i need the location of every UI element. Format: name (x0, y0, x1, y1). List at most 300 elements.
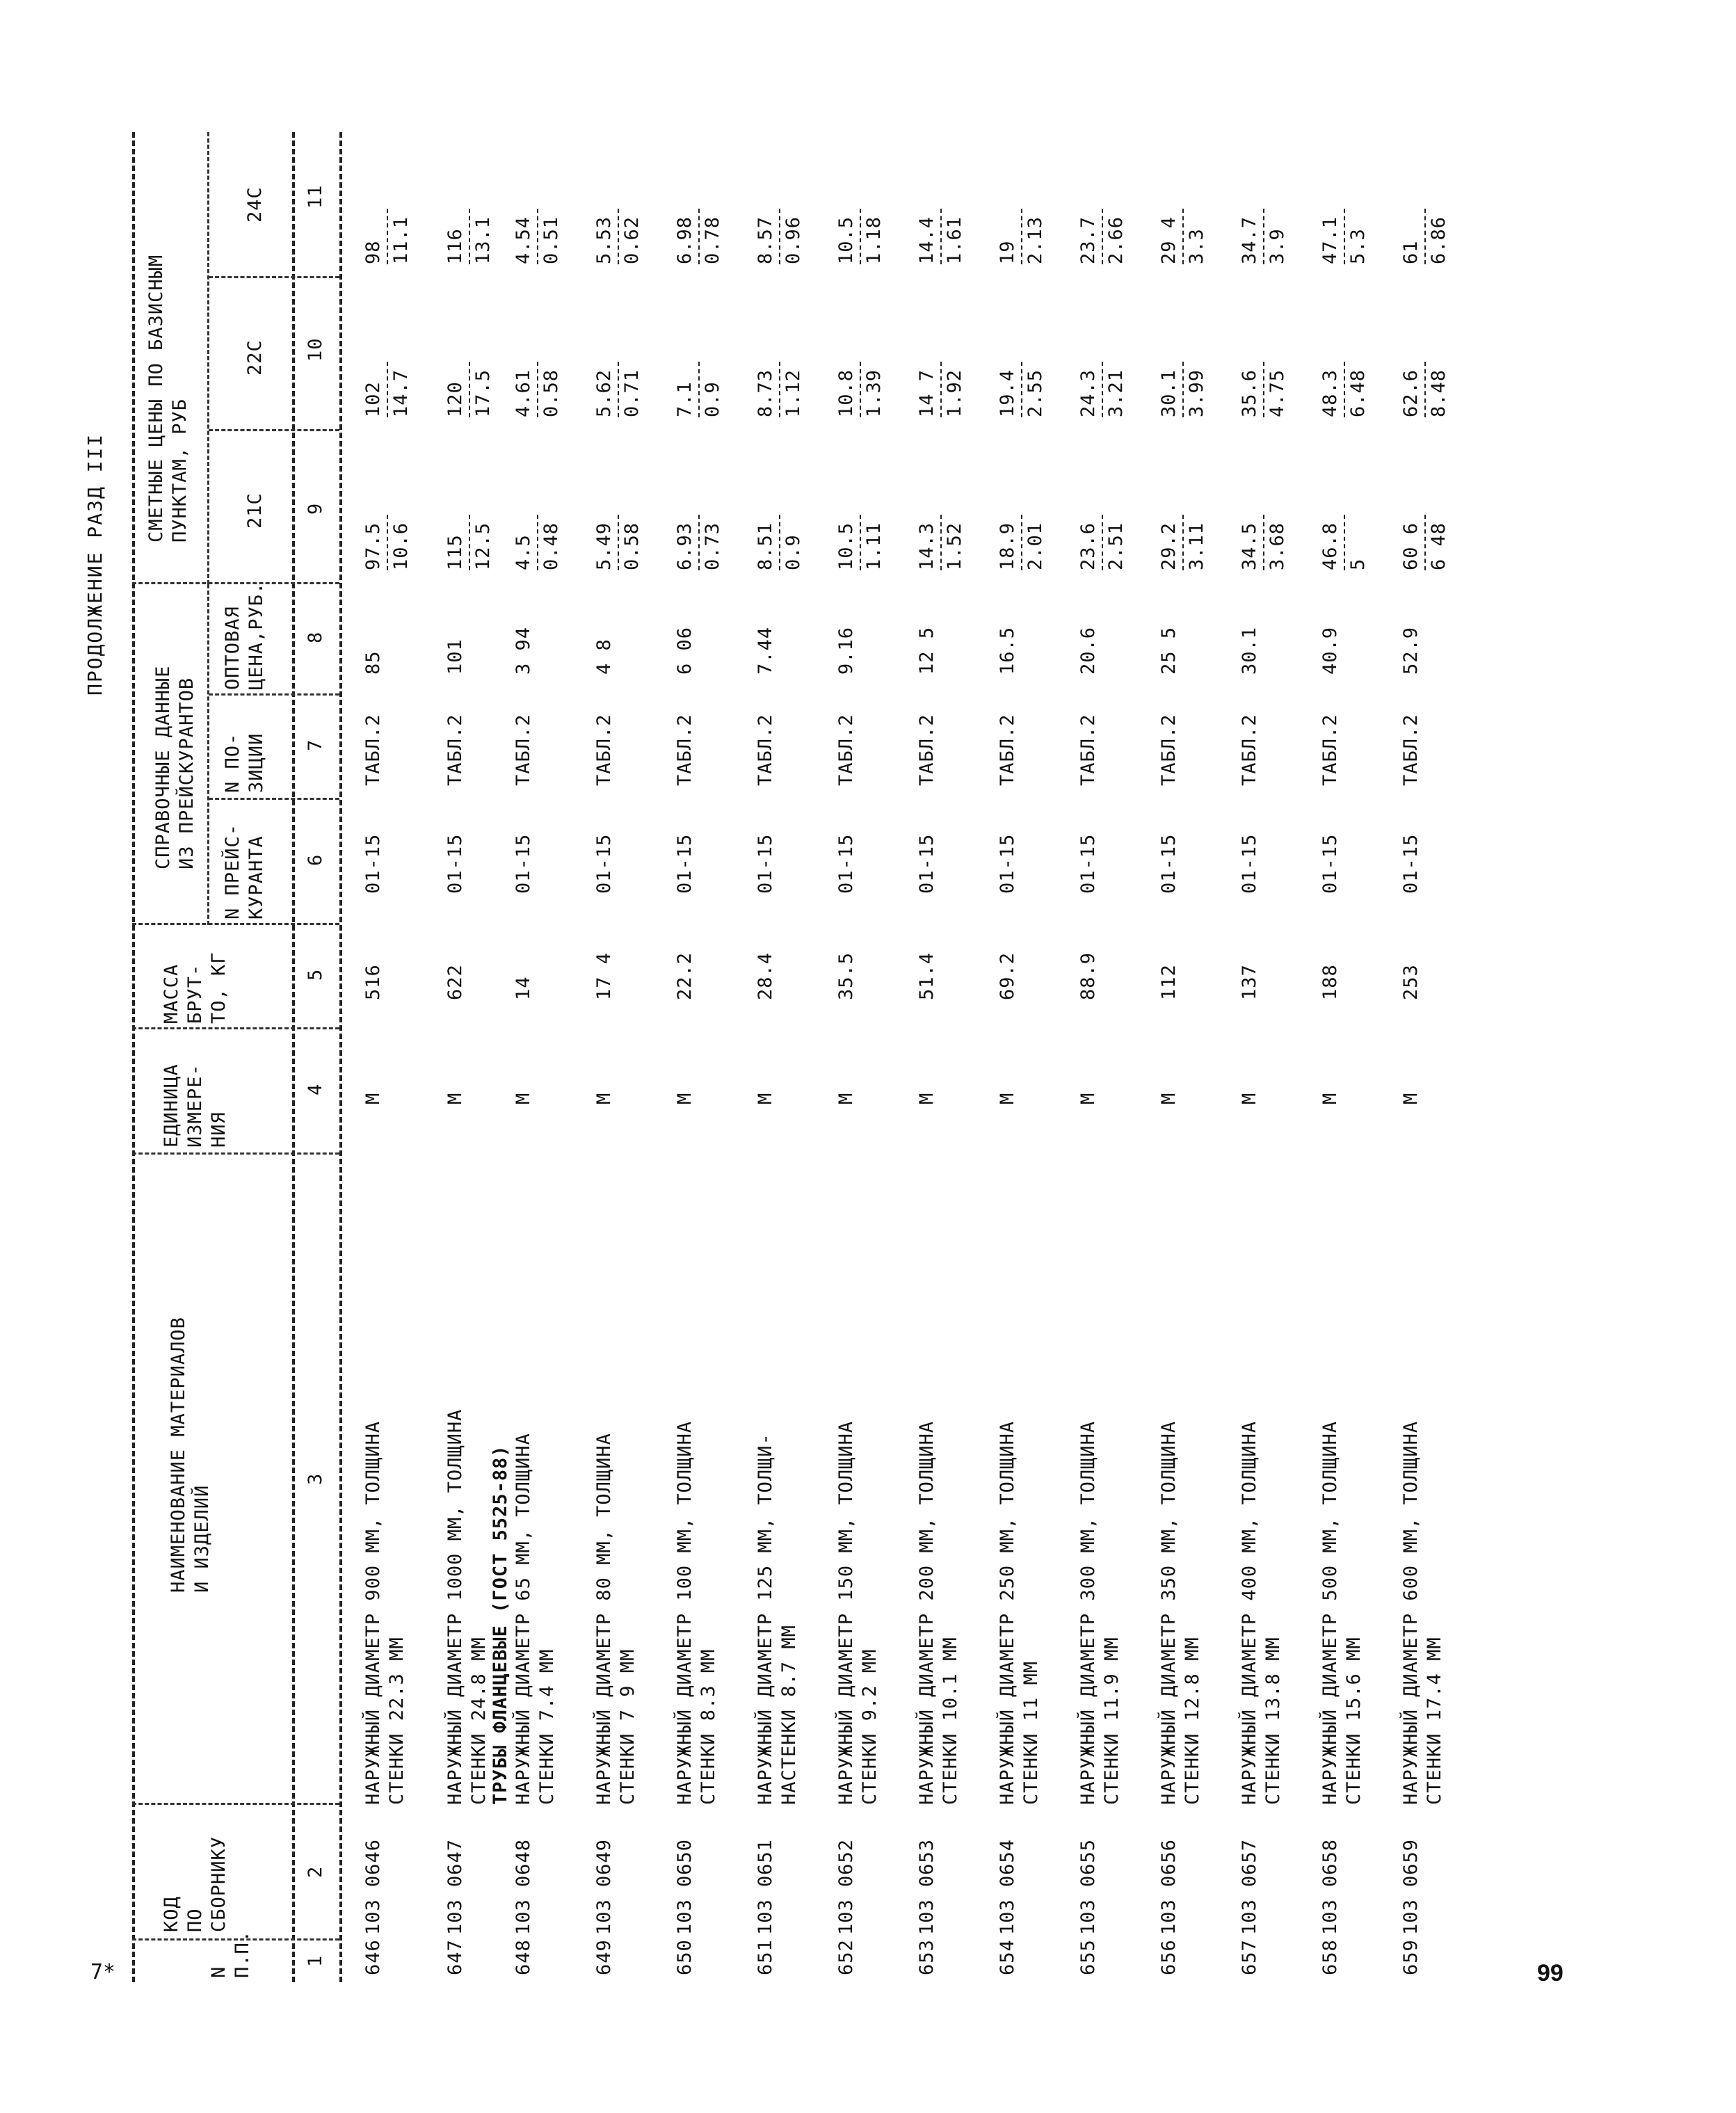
row-number: 658 (1319, 1939, 1341, 1975)
price-subvalue: 0.71 (621, 369, 643, 417)
table-row (593, 132, 676, 1982)
price-subvalue: 1.11 (863, 522, 885, 570)
row-wholesale-price: 101 (444, 638, 466, 675)
row-name-line2: СТЕНКИ 22.3 ММ (386, 1637, 408, 1805)
col6-header: N ПРЕЙС- КУРАНТА (222, 823, 267, 919)
table-row (1319, 132, 1402, 1982)
row-price-p24 (593, 198, 644, 264)
row-number: 650 (674, 1939, 696, 1975)
row-code: 103 0648 (513, 1838, 534, 1935)
price-value: 29.2 (1158, 522, 1180, 570)
row-wholesale-price: 85 (362, 650, 384, 675)
price-value: 7.1 (674, 381, 696, 417)
price-value: 19 (997, 240, 1018, 264)
col8-header: ОПТОВАЯ ЦЕНА,РУБ. (222, 581, 267, 690)
fraction-bar (537, 515, 538, 570)
row-name-line2: СТЕНКИ 11 ММ (1020, 1660, 1042, 1805)
row-unit: М (362, 1092, 384, 1104)
row-name-line2: СТЕНКИ 17.4 ММ (1424, 1637, 1445, 1805)
row-mass: 253 (1400, 964, 1422, 1000)
row-name-line1: НАРУЖНЫЙ ДИАМЕТР 350 ММ, ТОЛЩИНА (1158, 1420, 1180, 1805)
col-number: 4 (305, 1083, 326, 1095)
price-subvalue: 10.6 (390, 522, 412, 570)
row-name-line2: СТЕНКИ 7 9 ММ (617, 1648, 638, 1805)
col2-header: КОД ПО СБОРНИКУ (161, 1835, 230, 1932)
rotated-table (83, 132, 1544, 1982)
fraction-bar (1344, 362, 1345, 417)
price-subvalue: 0.58 (621, 522, 643, 570)
row-code: 103 0655 (1077, 1838, 1099, 1935)
row-mass: 14 (513, 976, 534, 1000)
row-number: 646 (362, 1939, 384, 1975)
fraction-bar (1344, 209, 1345, 264)
price-subvalue: 0.73 (702, 522, 723, 570)
col-number: 3 (305, 1472, 326, 1485)
row-name-line1: НАРУЖНЫЙ ДИАМЕТР 200 ММ, ТОЛЩИНА (916, 1420, 938, 1805)
row-number: 653 (916, 1939, 938, 1975)
fraction-bar (387, 515, 388, 570)
row-unit: М (1077, 1092, 1099, 1104)
price-value: 10.5 (835, 522, 857, 570)
row-price-p21 (512, 504, 563, 570)
row-code: 103 0658 (1319, 1838, 1341, 1935)
row-code: 103 0646 (362, 1838, 384, 1935)
row-name-line1: НАРУЖНЫЙ ДИАМЕТР 250 ММ, ТОЛЩИНА (997, 1420, 1018, 1805)
row-price-p22 (512, 351, 563, 417)
fraction-bar (618, 209, 619, 264)
col-number: 7 (305, 739, 326, 751)
row-mass: 188 (1319, 964, 1341, 1000)
row-wholesale-price: 7.44 (755, 626, 776, 675)
price-value: 4.54 (513, 216, 534, 264)
fraction-bar (1021, 209, 1022, 264)
col3-header: НАИМЕНОВАНИЕ МАТЕРИАЛОВ И ИЗДЕЛИЙ (168, 1317, 213, 1593)
row-name-line1: НАРУЖНЫЙ ДИАМЕТР 100 ММ, ТОЛЩИНА (674, 1420, 696, 1805)
row-name-line2: НАСТЕНКИ 8.7 ММ (778, 1625, 800, 1805)
price-subvalue: 8.48 (1428, 369, 1449, 417)
row-price-p24 (1238, 198, 1289, 264)
row-pricelist: 01-15 (674, 833, 696, 894)
row-unit: М (1158, 1092, 1180, 1104)
col9-header: 21С (244, 492, 266, 529)
fraction-bar (940, 515, 942, 570)
row-number: 651 (755, 1939, 776, 1975)
col5-header: МАССА БРУТ- ТО, КГ (161, 951, 230, 1024)
row-unit: М (916, 1092, 938, 1104)
row-price-p21 (835, 504, 886, 570)
row-unit: М (593, 1092, 615, 1104)
row-price-p24 (673, 198, 725, 264)
row-price-p21 (1238, 504, 1289, 570)
price-subvalue: 6.48 (1347, 369, 1369, 417)
price-value: 8.57 (755, 216, 776, 264)
row-unit: М (755, 1092, 776, 1104)
col-number: 8 (305, 631, 326, 643)
price-value: 24.3 (1077, 369, 1099, 417)
table-row (362, 132, 445, 1982)
price-group-header: СМЕТНЫЕ ЦЕНЫ ПО БАЗИСНЫМ ПУНКТАМ, РУБ (145, 254, 191, 543)
row-price-p21 (754, 504, 805, 570)
row-unit: М (1400, 1092, 1422, 1104)
price-value: 6.98 (674, 216, 696, 264)
row-pricelist: 01-15 (916, 833, 938, 894)
row-price-p24 (915, 198, 967, 264)
price-subvalue: 2.51 (1105, 522, 1127, 570)
row-mass: 22.2 (674, 951, 696, 1000)
col-number: 10 (305, 337, 326, 362)
fraction-bar (1021, 515, 1022, 570)
row-price-p22 (915, 351, 967, 417)
price-subvalue: 3.3 (1186, 228, 1207, 264)
price-value: 10.8 (835, 369, 857, 417)
price-value: 115 (444, 534, 466, 570)
row-price-p24 (444, 198, 495, 264)
table-row (1077, 132, 1160, 1982)
price-value: 35.6 (1239, 369, 1260, 417)
row-price-p21 (1157, 504, 1209, 570)
row-unit: М (1319, 1092, 1341, 1104)
fraction-bar (940, 362, 942, 417)
row-name-line2: СТЕНКИ 11.9 ММ (1101, 1637, 1123, 1805)
row-unit: М (674, 1092, 696, 1104)
row-mass: 622 (444, 964, 466, 1000)
fraction-bar (1182, 362, 1184, 417)
row-position: ТАБЛ.2 (444, 714, 466, 786)
row-pricelist: 01-15 (513, 833, 534, 894)
row-name-line2: СТЕНКИ 15.6 ММ (1343, 1637, 1365, 1805)
row-position: ТАБЛ.2 (1319, 714, 1341, 786)
row-code: 103 0647 (444, 1838, 466, 1935)
price-value: 8.51 (755, 522, 776, 570)
col-number: 1 (305, 1954, 326, 1967)
fraction-bar (387, 209, 388, 264)
row-price-p22 (996, 351, 1047, 417)
row-pricelist: 01-15 (593, 833, 615, 894)
row-unit: М (1239, 1092, 1260, 1104)
price-value: 4.61 (513, 369, 534, 417)
price-subvalue: 11.1 (390, 216, 412, 264)
page-number: 99 (1537, 1960, 1564, 1986)
price-value: 5.53 (593, 216, 615, 264)
col-number: 9 (305, 502, 326, 515)
price-subvalue: 17.5 (472, 369, 494, 417)
row-number: 657 (1239, 1939, 1260, 1975)
row-number: 648 (513, 1939, 534, 1975)
price-value: 8.73 (755, 369, 776, 417)
price-subvalue: 0.96 (782, 216, 804, 264)
row-name-line2: СТЕНКИ 10.1 ММ (940, 1637, 961, 1805)
row-position: ТАБЛ.2 (513, 714, 534, 786)
row-price-p24 (835, 198, 886, 264)
continuation-note: ПРОДОЛЖЕНИЕ РАЗД III (83, 433, 106, 696)
price-subvalue: 1.12 (782, 369, 804, 417)
fraction-bar (1102, 362, 1103, 417)
price-value: 14.4 (916, 216, 938, 264)
fraction-bar (1344, 515, 1345, 570)
row-price-p24 (1319, 198, 1370, 264)
row-price-p21 (1319, 504, 1370, 570)
row-wholesale-price: 4 8 (593, 638, 615, 675)
row-name-line2: СТЕНКИ 12.8 ММ (1182, 1637, 1203, 1805)
price-subvalue: 0.48 (540, 522, 562, 570)
price-value: 60 6 (1400, 522, 1422, 570)
row-price-p22 (673, 351, 725, 417)
row-price-p21 (362, 504, 413, 570)
fraction-bar (698, 515, 700, 570)
fraction-bar (1021, 362, 1022, 417)
row-code: 103 0659 (1400, 1838, 1422, 1935)
row-name-line2: СТЕНКИ 8.3 ММ (698, 1648, 719, 1805)
fraction-bar (1263, 515, 1264, 570)
price-value: 102 (362, 381, 384, 417)
row-wholesale-price: 6 06 (674, 626, 696, 675)
col11-header: 24С (244, 186, 266, 223)
row-mass: 112 (1158, 964, 1180, 1000)
row-price-p24 (1077, 198, 1128, 264)
row-price-p24 (512, 198, 563, 264)
row-code: 103 0656 (1158, 1838, 1180, 1935)
row-price-p22 (754, 351, 805, 417)
col7-header: N ПО- ЗИЦИИ (222, 732, 267, 793)
row-price-p24 (1157, 198, 1209, 264)
row-unit: М (513, 1092, 534, 1104)
price-value: 23.6 (1077, 522, 1099, 570)
row-price-p22 (1157, 351, 1209, 417)
price-subvalue: 5.3 (1347, 228, 1369, 264)
table-row (512, 132, 595, 1982)
row-position: ТАБЛ.2 (593, 714, 615, 786)
row-pricelist: 01-15 (1319, 833, 1341, 894)
row-mass: 516 (362, 964, 384, 1000)
fraction-bar (779, 515, 780, 570)
row-unit: М (835, 1092, 857, 1104)
row-name-line1: НАРУЖНЫЙ ДИАМЕТР 80 ММ, ТОЛЩИНА (593, 1433, 615, 1805)
price-value: 4.5 (513, 534, 534, 570)
row-pricelist: 01-15 (1239, 833, 1260, 894)
row-pricelist: 01-15 (997, 833, 1018, 894)
row-price-p22 (835, 351, 886, 417)
row-pricelist: 01-15 (444, 833, 466, 894)
row-price-p22 (1319, 351, 1370, 417)
fraction-bar (537, 362, 538, 417)
section-title: ТРУБЫ ФЛАНЦЕВЫЕ (ГОСТ 5525-88) (490, 1445, 511, 1805)
fraction-bar (1424, 515, 1426, 570)
row-price-p21 (915, 504, 967, 570)
row-name-line2: СТЕНКИ 9.2 ММ (859, 1648, 881, 1805)
price-subvalue: 1.92 (944, 369, 965, 417)
price-subvalue: 14.7 (390, 369, 412, 417)
price-subvalue: 0.51 (540, 216, 562, 264)
price-value: 5.62 (593, 369, 615, 417)
price-subvalue: 5 (1347, 558, 1369, 570)
row-name-line1: НАРУЖНЫЙ ДИАМЕТР 600 ММ, ТОЛЩИНА (1400, 1420, 1422, 1805)
price-subvalue: 3.68 (1267, 522, 1288, 570)
price-subvalue: 13.1 (472, 216, 494, 264)
header-rule (292, 132, 295, 1982)
row-price-p21 (593, 504, 644, 570)
price-value: 48.3 (1319, 369, 1341, 417)
fraction-bar (618, 515, 619, 570)
row-code: 103 0653 (916, 1838, 938, 1935)
price-subvalue: 0.78 (702, 216, 723, 264)
table-row (673, 132, 757, 1982)
table-row (1238, 132, 1321, 1982)
row-mass: 69.2 (997, 951, 1018, 1000)
price-subvalue: 3.9 (1267, 228, 1288, 264)
price-value: 62.6 (1400, 369, 1422, 417)
row-pricelist: 01-15 (835, 833, 857, 894)
fraction-bar (1424, 362, 1426, 417)
price-value: 23.7 (1077, 216, 1099, 264)
row-number: 654 (997, 1939, 1018, 1975)
table-row (915, 132, 999, 1982)
fraction-bar (618, 362, 619, 417)
row-price-p24 (1399, 198, 1451, 264)
row-number: 649 (593, 1939, 615, 1975)
row-name-line1: НАРУЖНЫЙ ДИАМЕТР 900 ММ, ТОЛЩИНА (362, 1420, 384, 1805)
row-pricelist: 01-15 (755, 833, 776, 894)
fraction-bar (860, 209, 861, 264)
price-value: 46.8 (1319, 522, 1341, 570)
table-row (996, 132, 1079, 1982)
col-number: 2 (305, 1865, 326, 1878)
row-wholesale-price: 20.6 (1077, 626, 1099, 675)
fraction-bar (1102, 515, 1103, 570)
row-name-line1: НАРУЖНЫЙ ДИАМЕТР 400 ММ, ТОЛЩИНА (1239, 1420, 1260, 1805)
price-value: 19.4 (997, 369, 1018, 417)
row-name-line2: СТЕНКИ 13.8 ММ (1262, 1637, 1284, 1805)
row-position: ТАБЛ.2 (1158, 714, 1180, 786)
row-code: 103 0657 (1239, 1838, 1260, 1935)
row-pricelist: 01-15 (1400, 833, 1422, 894)
fraction-bar (387, 362, 388, 417)
row-price-p21 (996, 504, 1047, 570)
row-name-line1: НАРУЖНЫЙ ДИАМЕТР 65 ММ, ТОЛЩИНА (513, 1433, 534, 1805)
row-wholesale-price: 3 94 (513, 626, 534, 675)
row-position: ТАБЛ.2 (997, 714, 1018, 786)
row-price-p24 (362, 198, 413, 264)
row-position: ТАБЛ.2 (1239, 714, 1260, 786)
price-value: 5.49 (593, 522, 615, 570)
table-row (1157, 132, 1241, 1982)
row-code: 103 0651 (755, 1838, 776, 1935)
fraction-bar (1263, 209, 1264, 264)
row-price-p21 (673, 504, 725, 570)
price-value: 116 (444, 228, 466, 264)
row-price-p22 (444, 351, 495, 417)
fraction-bar (779, 209, 780, 264)
row-wholesale-price: 40.9 (1319, 626, 1341, 675)
table-row (754, 132, 837, 1982)
col-number: 11 (305, 184, 326, 209)
row-unit: М (444, 1092, 466, 1104)
row-price-p21 (1077, 504, 1128, 570)
fraction-bar (1102, 209, 1103, 264)
row-wholesale-price: 30.1 (1239, 626, 1260, 675)
row-wholesale-price: 12 5 (916, 626, 938, 675)
row-position: ТАБЛ.2 (362, 714, 384, 786)
fraction-bar (1424, 209, 1426, 264)
column-number-rule (339, 132, 342, 1982)
price-value: 14.3 (916, 522, 938, 570)
row-number: 647 (444, 1939, 466, 1975)
row-name-line1: НАРУЖНЫЙ ДИАМЕТР 150 ММ, ТОЛЩИНА (835, 1420, 857, 1805)
signature-mark: 7* (90, 1960, 116, 1984)
row-mass: 137 (1239, 964, 1260, 1000)
row-name-line1: НАРУЖНЫЙ ДИАМЕТР 300 ММ, ТОЛЩИНА (1077, 1420, 1099, 1805)
price-value: 30.1 (1158, 369, 1180, 417)
col1-header: N П.П. (208, 1929, 253, 1978)
row-pricelist: 01-15 (1158, 833, 1180, 894)
price-subvalue: 0.62 (621, 216, 643, 264)
price-value: 47.1 (1319, 216, 1341, 264)
row-name-line1: НАРУЖНЫЙ ДИАМЕТР 125 ММ, ТОЛЩИ- (755, 1433, 776, 1805)
fraction-bar (698, 209, 700, 264)
row-price-p24 (996, 198, 1047, 264)
price-value: 120 (444, 381, 466, 417)
row-code: 103 0649 (593, 1838, 615, 1935)
row-name-line2: СТЕНКИ 7.4 ММ (536, 1648, 558, 1805)
price-subvalue: 6 48 (1428, 522, 1449, 570)
price-subvalue: 0.9 (782, 534, 804, 570)
row-wholesale-price: 16.5 (997, 626, 1018, 675)
fraction-bar (860, 515, 861, 570)
price-subvalue: 0.58 (540, 369, 562, 417)
row-position: ТАБЛ.2 (755, 714, 776, 786)
row-position: ТАБЛ.2 (674, 714, 696, 786)
row-wholesale-price: 9.16 (835, 626, 857, 675)
row-position: ТАБЛ.2 (1077, 714, 1099, 786)
fraction-bar (860, 362, 861, 417)
fraction-bar (469, 209, 470, 264)
price-value: 18.9 (997, 522, 1018, 570)
col-number: 5 (305, 968, 326, 981)
price-subvalue: 3.99 (1186, 369, 1207, 417)
price-value: 10.5 (835, 216, 857, 264)
price-subvalue: 2.66 (1105, 216, 1127, 264)
row-price-p22 (362, 351, 413, 417)
price-subvalue: 4.75 (1267, 369, 1288, 417)
row-position: ТАБЛ.2 (1400, 714, 1422, 786)
price-value: 98 (362, 240, 384, 264)
table-top-rule (132, 132, 135, 1982)
price-subvalue: 0.9 (702, 381, 723, 417)
price-value: 34.5 (1239, 522, 1260, 570)
row-wholesale-price: 25 5 (1158, 626, 1180, 675)
row-price-p22 (1399, 351, 1451, 417)
row-number: 659 (1400, 1939, 1422, 1975)
fraction-bar (1182, 515, 1184, 570)
price-value: 6.93 (674, 522, 696, 570)
row-mass: 17 4 (593, 951, 615, 1000)
price-subvalue: 1.18 (863, 216, 885, 264)
price-subvalue: 12.5 (472, 522, 494, 570)
row-price-p24 (754, 198, 805, 264)
row-pricelist: 01-15 (1077, 833, 1099, 894)
row-position: ТАБЛ.2 (835, 714, 857, 786)
fraction-bar (940, 209, 942, 264)
row-mass: 35.5 (835, 951, 857, 1000)
price-subvalue: 2.55 (1024, 369, 1046, 417)
row-code: 103 0650 (674, 1838, 696, 1935)
price-value: 34.7 (1239, 216, 1260, 264)
fraction-bar (537, 209, 538, 264)
price-subvalue: 3.21 (1105, 369, 1127, 417)
price-subvalue: 1.39 (863, 369, 885, 417)
price-value: 97.5 (362, 522, 384, 570)
row-code: 103 0652 (835, 1838, 857, 1935)
row-name-line2: СТЕНКИ 24.8 ММ (468, 1637, 490, 1805)
